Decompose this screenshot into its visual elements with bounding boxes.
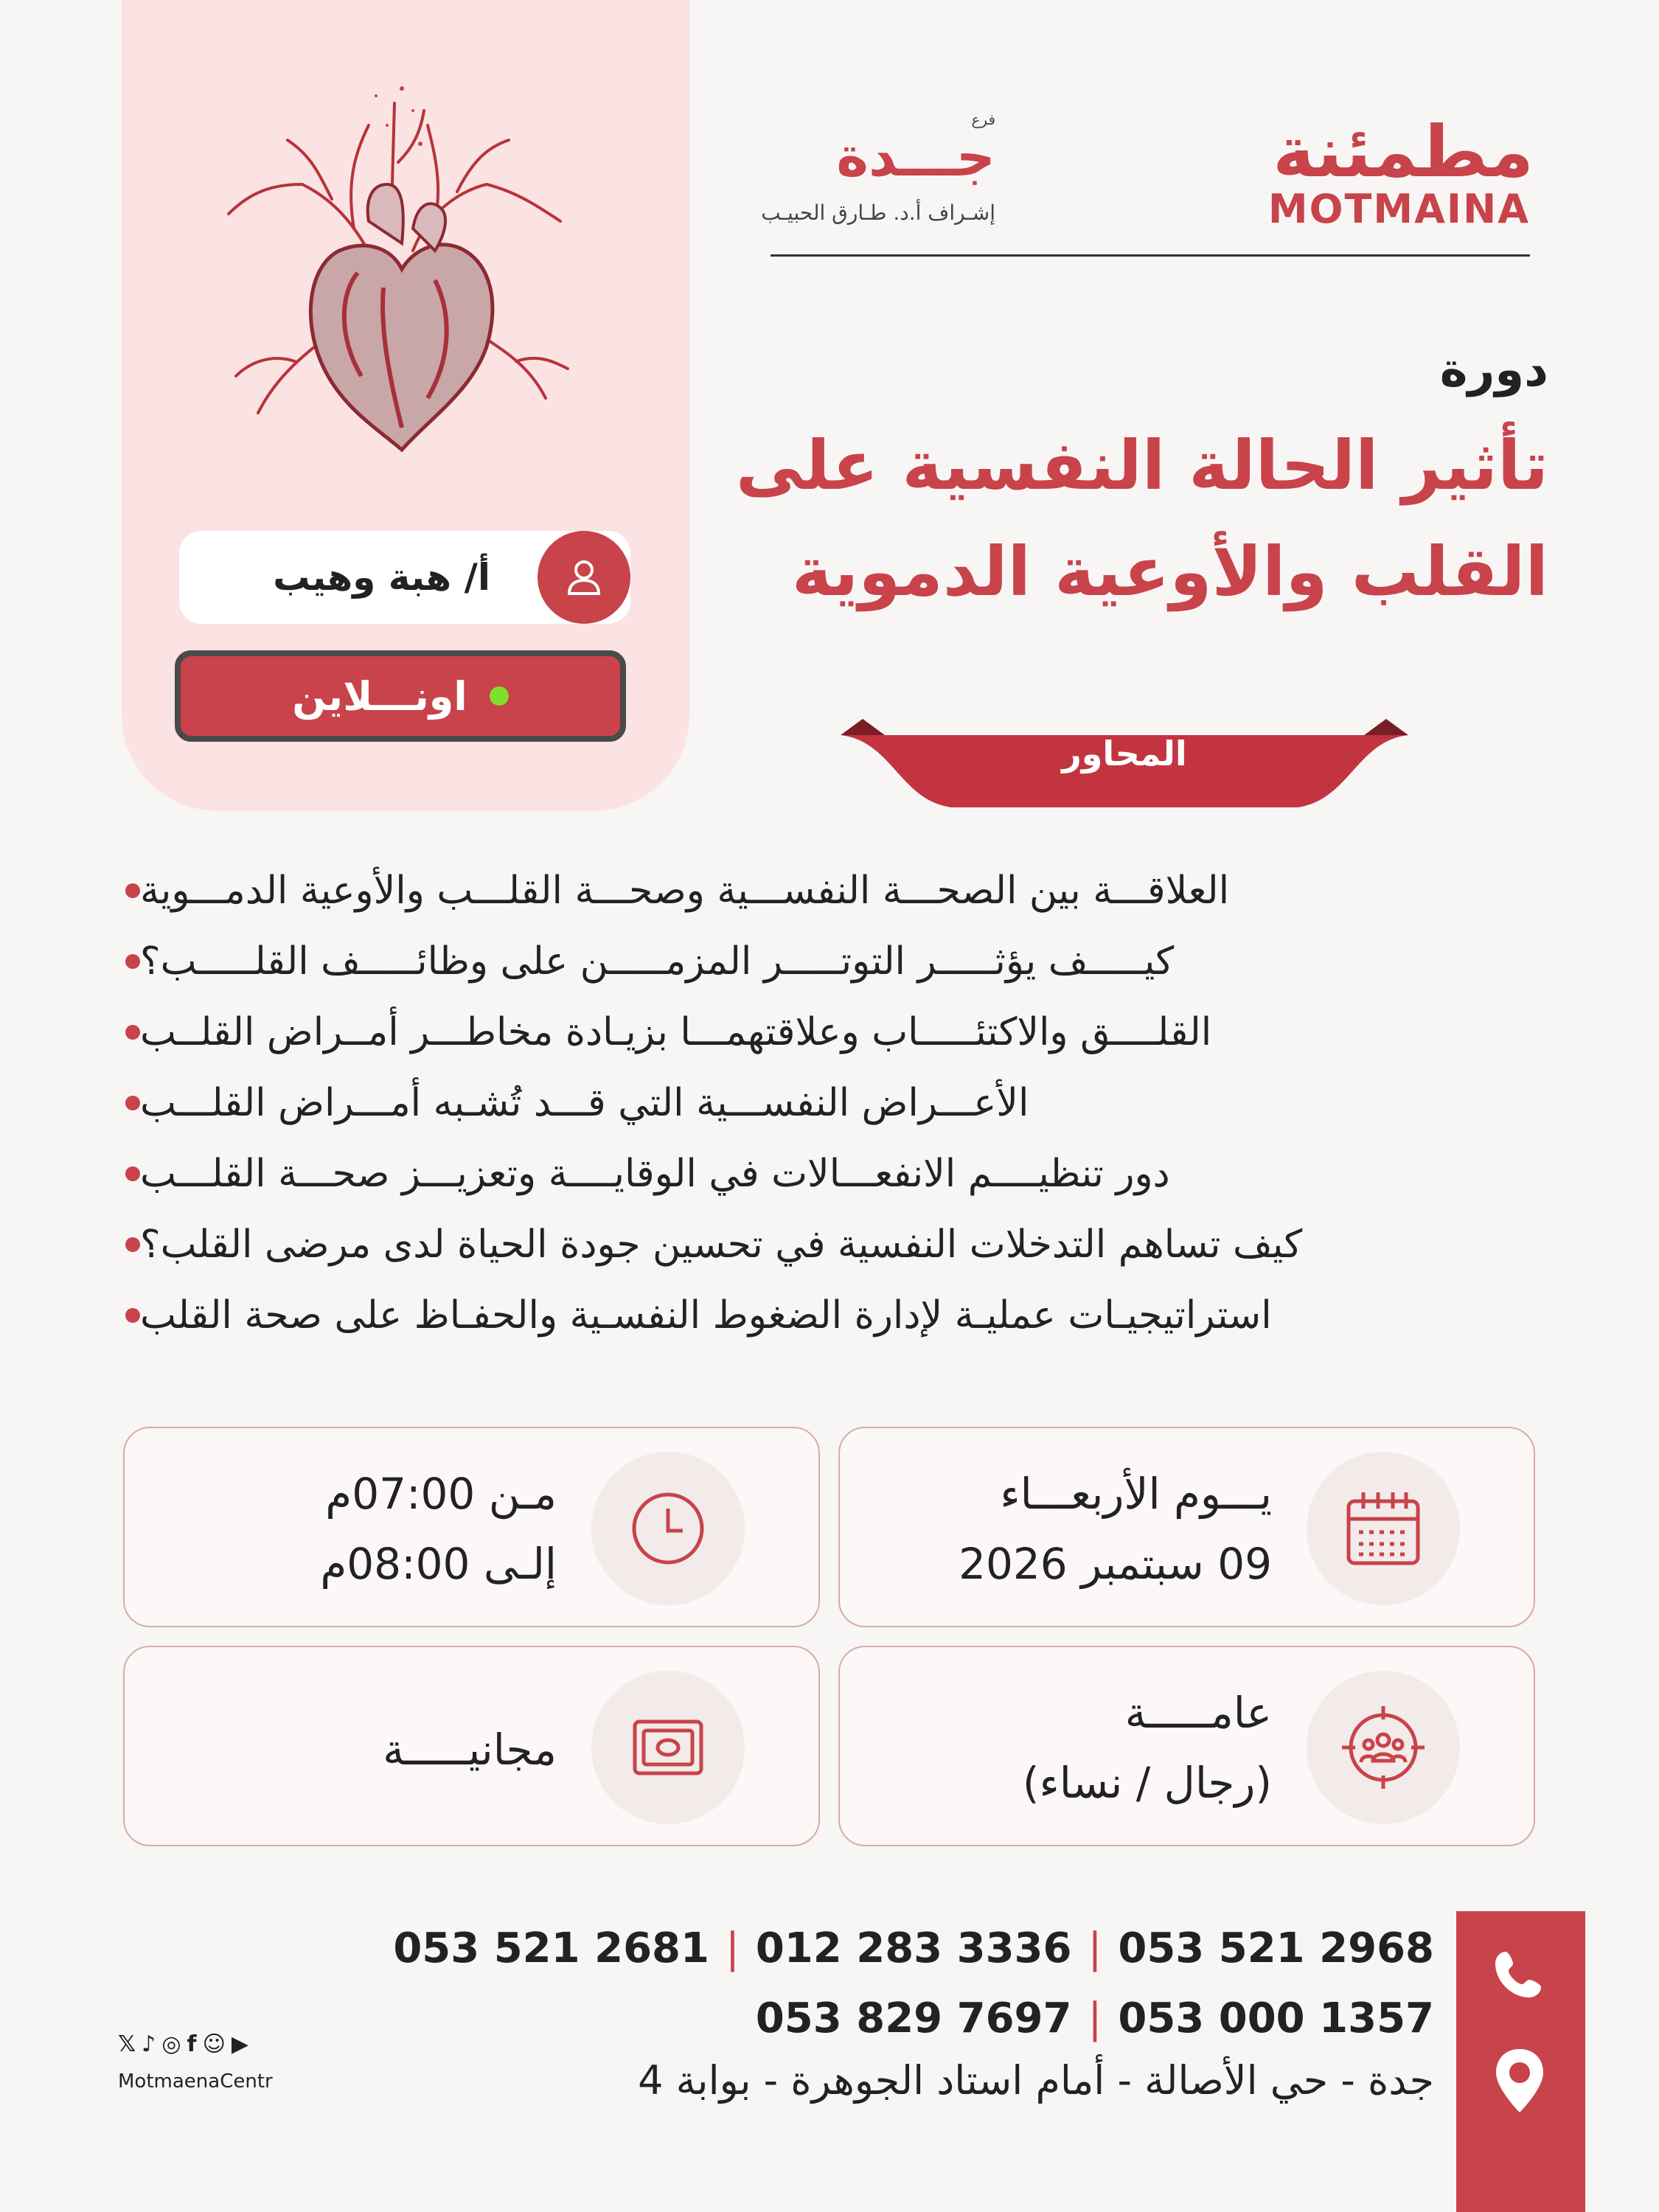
separator: | (1088, 1924, 1102, 1972)
list-item (103, 1138, 1541, 1209)
topic-text: دور تنظيــــم الانفعـــالات في الوقايــــة وتعزيـــز صحـــة القلـــب (140, 1152, 1170, 1196)
branch-label: فرع (971, 111, 995, 128)
list-item (103, 926, 1541, 997)
separator: | (725, 1924, 740, 1972)
online-mode-label: اونـــلاين (292, 672, 467, 720)
heart-illustration (192, 74, 605, 516)
social-handle: MotmaenaCentr (118, 2070, 273, 2093)
topic-text: كيـــــف يؤثـــــر التوتـــــر المزمـــــن على وظائـــــف القلـــــب؟ (140, 939, 1175, 984)
brand-logo-arabic: مطمئنة (1273, 111, 1534, 193)
bullet-icon (125, 954, 140, 969)
facebook-icon[interactable]: f (187, 2031, 197, 2057)
list-item (103, 1280, 1541, 1351)
clock-icon (591, 1452, 745, 1605)
list-item (103, 1068, 1541, 1138)
target-audience-icon (1307, 1671, 1460, 1824)
phone-number[interactable]: 053 829 7697 (755, 1994, 1072, 2042)
topics-list (103, 855, 1541, 1351)
online-mode-button[interactable] (175, 650, 626, 742)
phone-number[interactable]: 053 000 1357 (1118, 1994, 1434, 2042)
phones-row-1 (393, 1924, 1434, 1972)
snapchat-icon[interactable]: ☺ (202, 2031, 226, 2057)
course-title-line2: القلب والأوعية الدموية (791, 532, 1548, 611)
brand-logo-english: MOTMAINA (1267, 186, 1530, 232)
bullet-icon (125, 1166, 140, 1181)
user-icon (538, 531, 630, 624)
contact-sidebar (1456, 1911, 1585, 2212)
list-item (103, 997, 1541, 1068)
audience-box (838, 1646, 1535, 1846)
price-text: مجانيـــــة (383, 1725, 557, 1775)
header-divider (771, 254, 1530, 257)
address-text: جدة - حي الأصالة - أمام استاد الجوهرة - بوابة 4 (638, 2057, 1434, 2104)
supervisor-text: إشـراف أ.د. طـارق الحبيـب (761, 201, 995, 225)
topic-text: الأعـــراض النفســـية التي قـــد تُشـبه أمـــراض القلـــب (140, 1081, 1029, 1125)
phone-icon (1489, 1944, 1548, 2006)
list-item (103, 1209, 1541, 1280)
bullet-icon (125, 1096, 140, 1110)
branch-name: جـــدة (836, 125, 995, 189)
bullet-icon (125, 1025, 140, 1040)
topic-text: القلــــق والاكتئـــــاب وعلاقتهمـــا بزيـادة مخاطـــر أمــراض القلــب (140, 1010, 1212, 1054)
online-status-dot (490, 686, 509, 706)
course-label: دورة (1439, 343, 1548, 397)
date-box (838, 1427, 1535, 1627)
audience-text: عامـــــة (1124, 1688, 1272, 1738)
phone-number[interactable]: 053 521 2681 (393, 1924, 709, 1972)
time-box (123, 1427, 820, 1627)
time-to: إلـى 08:00م (320, 1539, 557, 1589)
social-icons (118, 2031, 248, 2057)
instagram-icon[interactable]: ◎ (161, 2031, 181, 2057)
day-text: يـــوم الأربعـــاء (1000, 1469, 1272, 1519)
topic-text: العلاقـــة بين الصحـــة النفســـية وصحـــة القلـــب والأوعية الدمـــوية (140, 869, 1230, 913)
course-title-line1: تأثير الحالة النفسية على (735, 426, 1548, 505)
time-from: مـن 07:00م (325, 1469, 557, 1519)
list-item (103, 855, 1541, 926)
price-box (123, 1646, 820, 1846)
tiktok-icon[interactable]: ♪ (142, 2031, 156, 2057)
topic-text: استراتيجيـات عمليـة لإدارة الضغوط النفسـية والحفـاظ على صحة القلب (140, 1293, 1272, 1338)
separator: | (1088, 1994, 1102, 2042)
youtube-icon[interactable]: ▶ (231, 2031, 248, 2057)
phone-number[interactable]: 053 521 2968 (1118, 1924, 1434, 1972)
topic-text: كيف تساهم التدخلات النفسية في تحسين جودة الحياة لدى مرضى القلب؟ (140, 1222, 1303, 1267)
bullet-icon (125, 883, 140, 898)
date-text: 09 سبتمبر 2026 (959, 1539, 1272, 1589)
section-title: المحاور (1062, 734, 1187, 773)
phone-number[interactable]: 012 283 3336 (755, 1924, 1072, 1972)
speaker-name: أ/ هبة وهيب (273, 556, 490, 599)
audience-detail: (رجال / نساء) (1022, 1758, 1272, 1808)
phones-row-2 (756, 1994, 1434, 2042)
money-icon (591, 1671, 745, 1824)
bullet-icon (125, 1308, 140, 1323)
speaker-pill (179, 531, 630, 624)
bullet-icon (125, 1237, 140, 1252)
calendar-icon (1307, 1452, 1460, 1605)
location-pin-icon (1493, 2048, 1546, 2117)
x-icon[interactable]: 𝕏 (118, 2031, 136, 2057)
